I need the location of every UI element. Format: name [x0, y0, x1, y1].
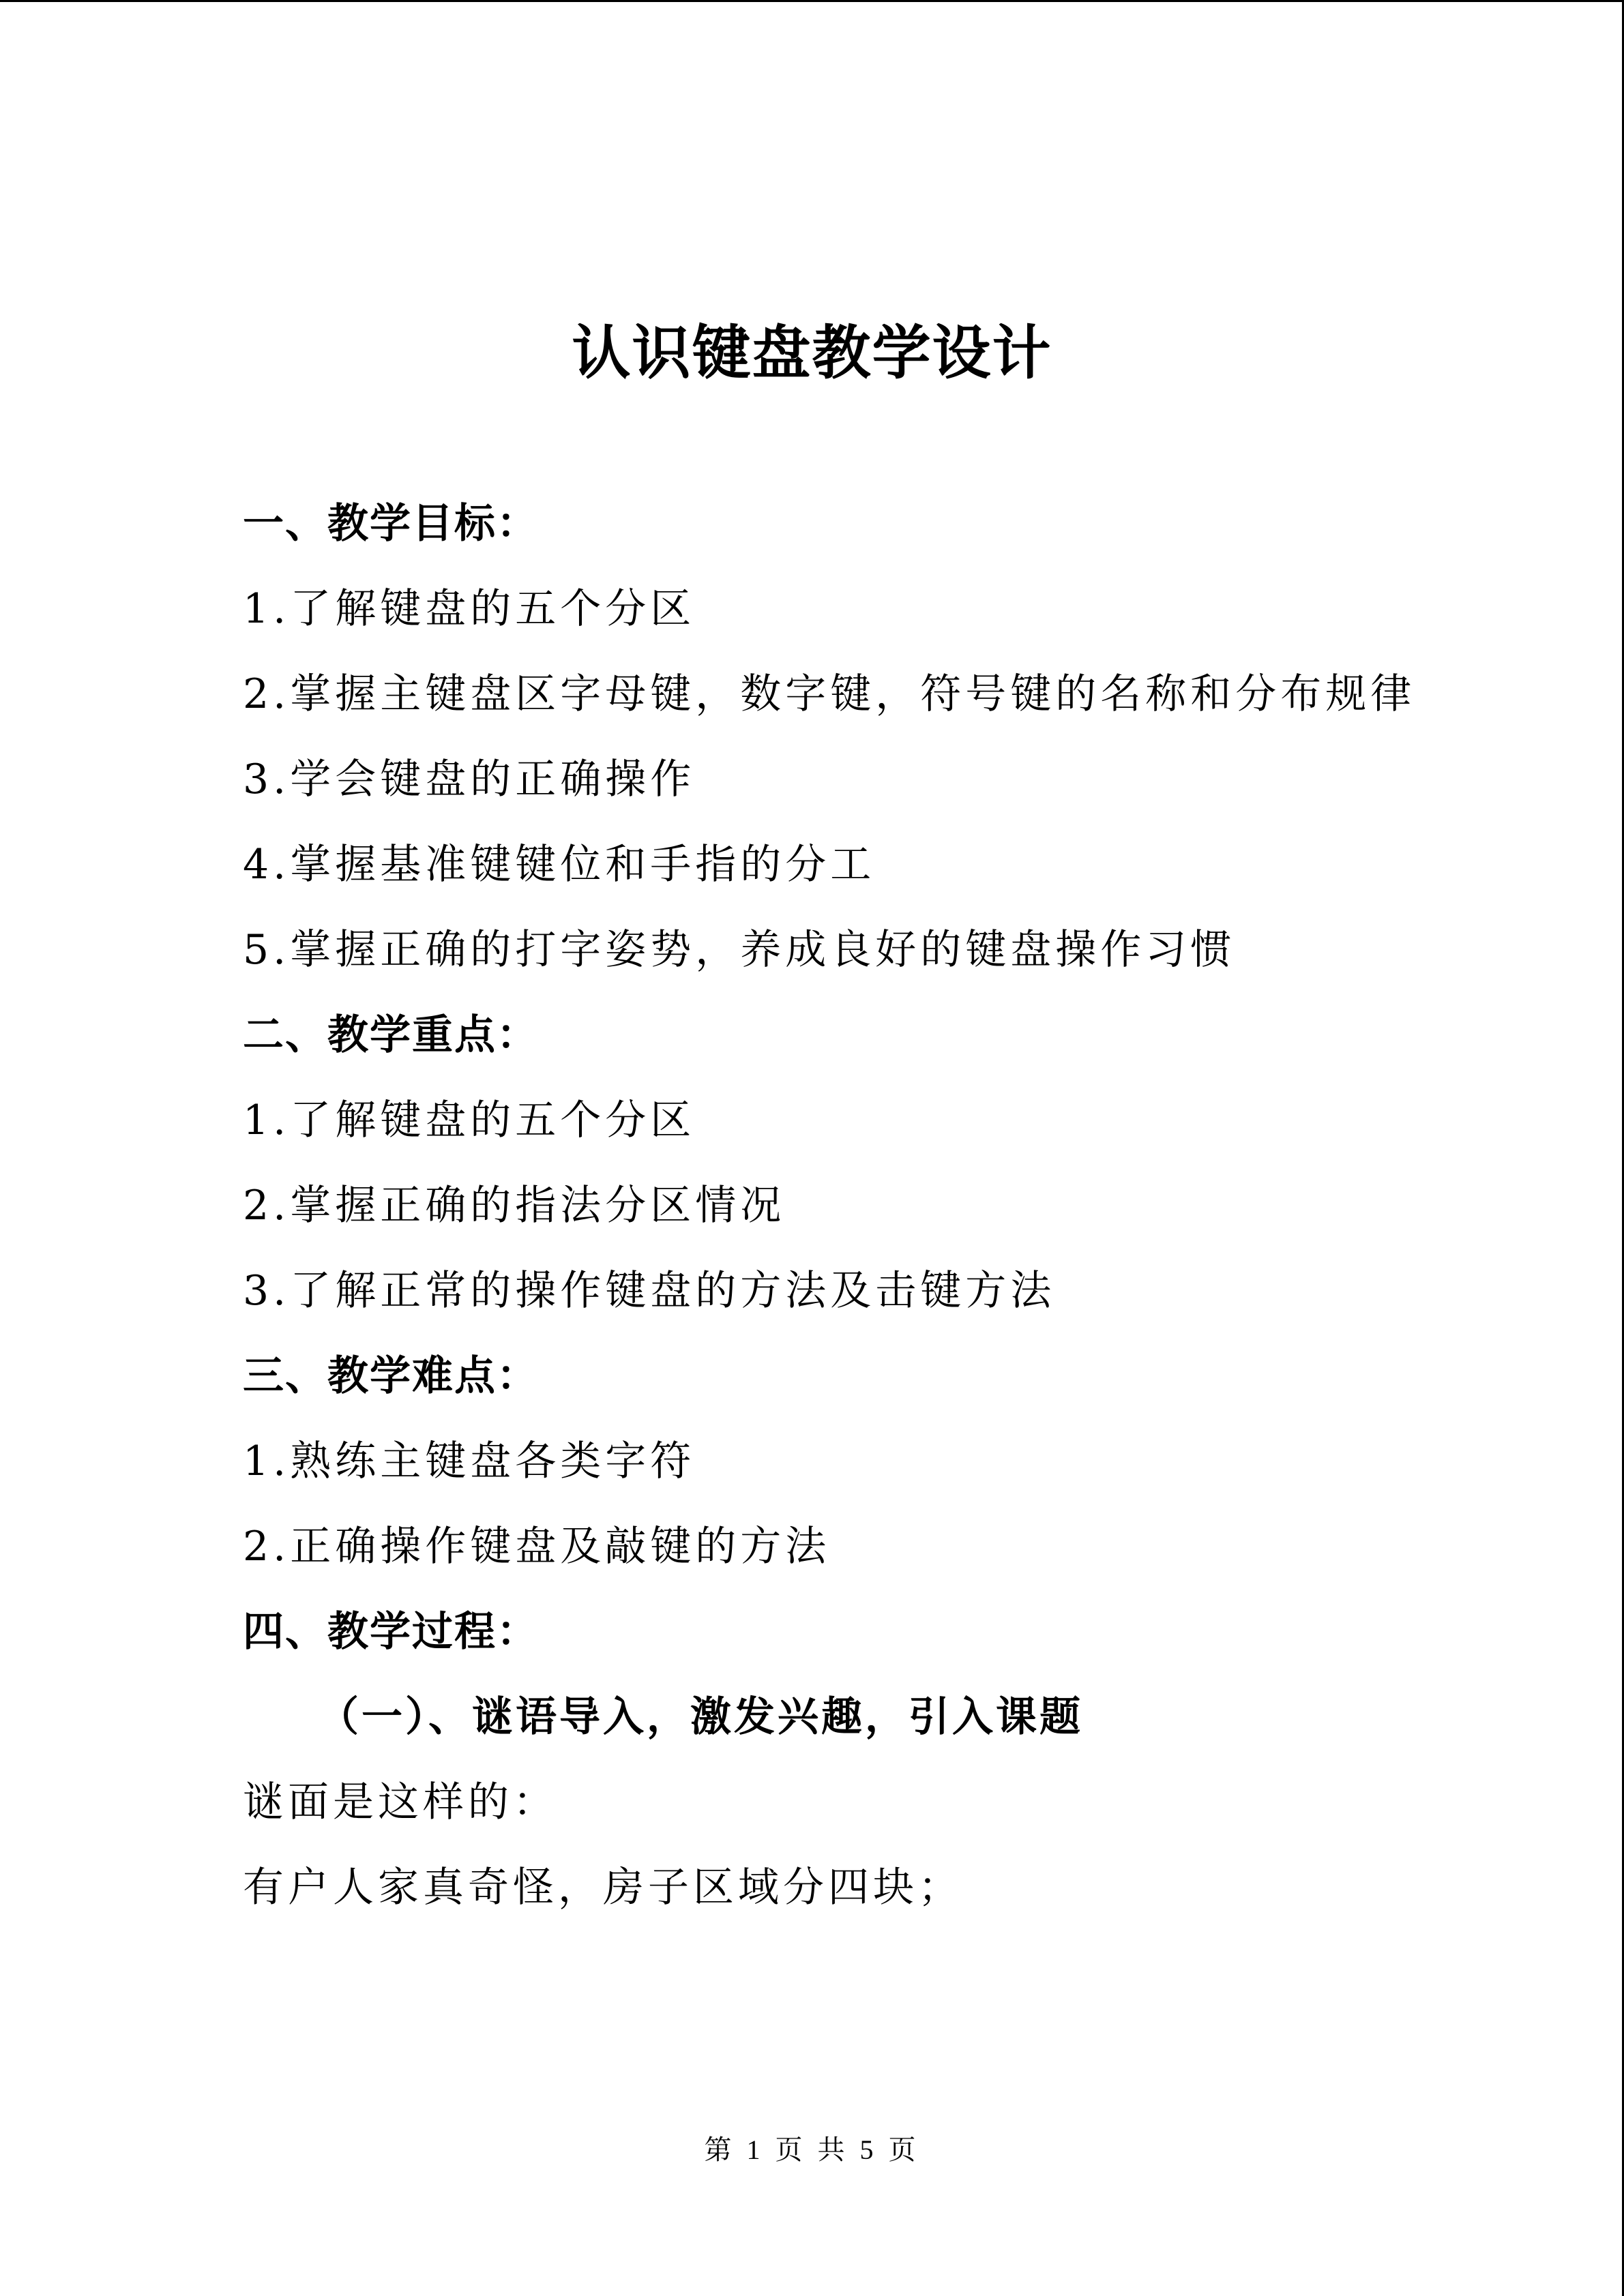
process-paragraph-1: 谜面是这样的： — [243, 1778, 558, 1826]
goal-item-2: 2.掌握主键盘区字母键，数字键，符号键的名称和分布规律 — [243, 670, 1416, 718]
section-heading-process: 四、教学过程： — [243, 1608, 539, 1656]
section-heading-goals: 一、教学目标： — [243, 500, 539, 548]
process-subheading: （一）、谜语导入，激发兴趣，引入课题 — [318, 1693, 1083, 1741]
goal-item-5: 5.掌握正确的打字姿势，养成良好的键盘操作习惯 — [243, 926, 1236, 974]
key-point-item-1: 1.了解键盘的五个分区 — [243, 1097, 696, 1144]
goal-item-3: 3.学会键盘的正确操作 — [243, 756, 696, 803]
page-number-footer: 第 1 页 共 5 页 — [704, 2134, 920, 2165]
goal-item-4: 4.掌握基准键键位和手指的分工 — [243, 841, 876, 889]
key-point-item-2: 2.掌握正确的指法分区情况 — [243, 1182, 786, 1229]
difficulty-item-2: 2.正确操作键盘及敲键的方法 — [243, 1523, 831, 1570]
section-heading-difficulties: 三、教学难点： — [243, 1352, 539, 1400]
document-title: 认识键盘教学设计 — [572, 318, 1052, 387]
difficulty-item-1: 1.熟练主键盘各类字符 — [243, 1437, 696, 1485]
section-heading-key-points: 二、教学重点： — [243, 1011, 539, 1059]
top-border — [0, 0, 1624, 2]
goal-item-1: 1.了解键盘的五个分区 — [243, 585, 696, 633]
key-point-item-3: 3.了解正常的操作键盘的方法及击键方法 — [243, 1267, 1056, 1315]
process-paragraph-2: 有户人家真奇怪，房子区域分四块； — [243, 1864, 963, 1911]
